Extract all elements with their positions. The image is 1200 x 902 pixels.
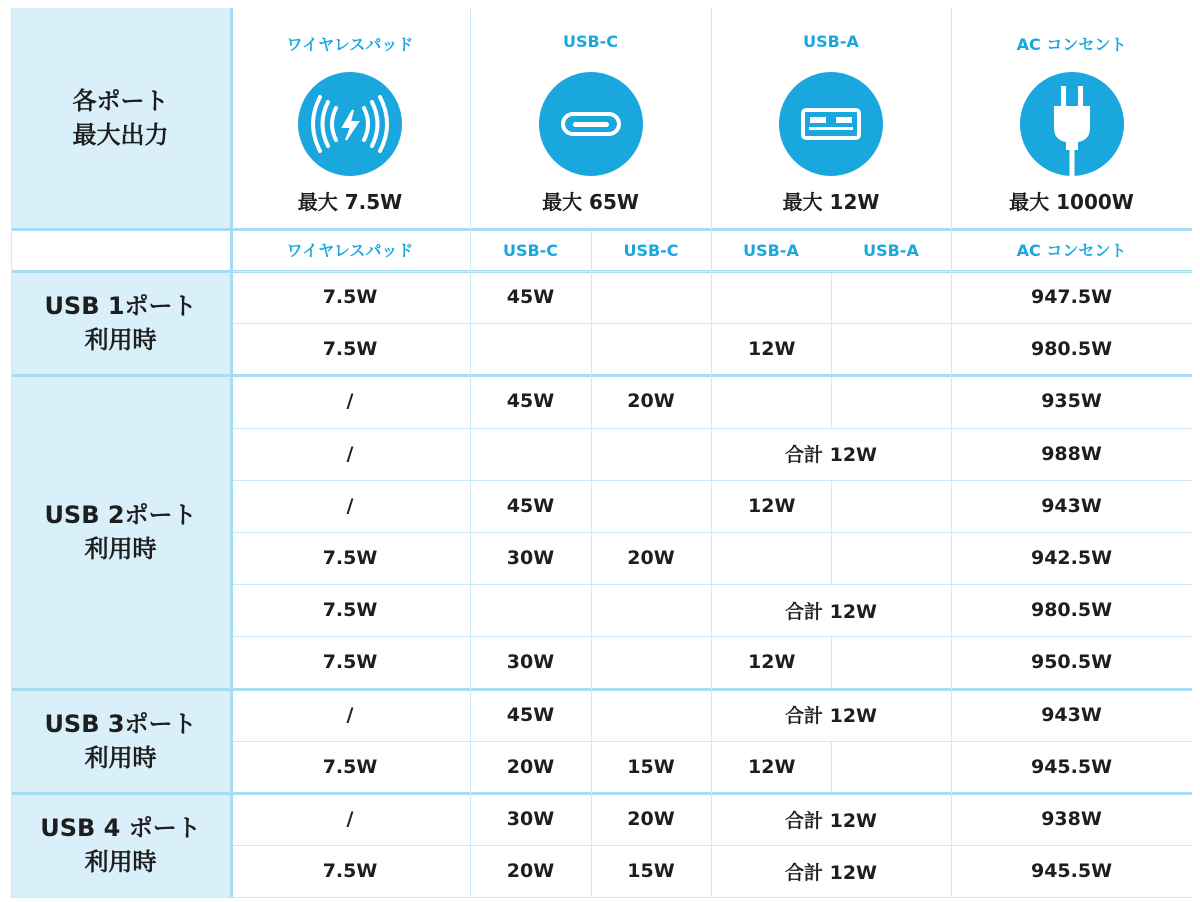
port-name: ワイヤレスパッド xyxy=(286,35,414,54)
usb-a-icon xyxy=(779,72,883,176)
ac-plug-icon xyxy=(1020,72,1124,176)
cell-ac: 980.5W xyxy=(1030,599,1113,622)
usb-a-split-line xyxy=(831,480,832,532)
cell-usb-a-total: 合計 12W xyxy=(784,809,877,832)
cell-usb-c-2: 20W xyxy=(627,808,675,831)
usb-a-split-line xyxy=(831,532,832,584)
usb-a-split-line xyxy=(831,271,832,323)
cell-wireless: / xyxy=(346,494,354,517)
cell-ac: 947.5W xyxy=(1030,286,1113,309)
cell-ac: 943W xyxy=(1041,494,1102,517)
port-header-3 xyxy=(711,8,951,228)
subcolumn-line xyxy=(591,231,592,897)
cell-wireless: 7.5W xyxy=(322,286,378,309)
port-header-4 xyxy=(951,8,1192,228)
column-line xyxy=(470,8,471,897)
subheader-cell: ワイヤレスパッド xyxy=(286,241,414,260)
group-label: USB 3ポート 利用時 xyxy=(11,689,230,793)
cell-usb-c-1: 45W xyxy=(506,390,555,413)
cell-wireless: / xyxy=(346,808,354,831)
cell-usb-c-2: 20W xyxy=(627,547,675,570)
cell-usb-c-1: 30W xyxy=(506,547,555,570)
usb-a-split-line xyxy=(831,741,832,793)
cell-ac: 943W xyxy=(1041,703,1102,726)
cell-wireless: 7.5W xyxy=(322,755,378,778)
cell-usb-c-1: 45W xyxy=(506,286,555,309)
column-line xyxy=(951,8,952,897)
subheader-cell: USB-A xyxy=(743,241,799,260)
port-name: AC コンセント xyxy=(1016,35,1127,54)
cell-wireless: 7.5W xyxy=(322,338,378,361)
cell-usb-c-1: 30W xyxy=(506,808,555,831)
cell-ac: 942.5W xyxy=(1030,547,1113,570)
cell-usb-c-2: 15W xyxy=(627,860,675,883)
usb-a-split-line xyxy=(831,636,832,688)
cell-usb-c-2: 15W xyxy=(627,755,675,778)
column-line xyxy=(711,8,712,897)
table-bottom-line xyxy=(11,897,1192,898)
group-label: USB 4 ポート 利用時 xyxy=(11,793,230,897)
port-name: USB-A xyxy=(803,32,859,51)
group-divider xyxy=(11,792,1192,795)
port-output-table xyxy=(11,8,1192,890)
cell-usb-c-1: 20W xyxy=(506,860,555,883)
port-max-output: 最大 12W xyxy=(782,190,880,214)
port-max-output: 最大 65W xyxy=(542,190,639,214)
port-max-output: 最大 1000W xyxy=(1009,190,1134,214)
subheader-cell: USB-A xyxy=(863,241,919,260)
cell-usb-c-1: 20W xyxy=(506,755,555,778)
cell-wireless: 7.5W xyxy=(322,547,378,570)
port-header-2 xyxy=(470,8,711,228)
cell-usb-a-1: 12W xyxy=(748,494,796,517)
cell-ac: 945.5W xyxy=(1030,755,1113,778)
group-divider xyxy=(11,688,1192,691)
cell-usb-a-total: 合計 12W xyxy=(784,600,877,623)
subheader-cell: USB-C xyxy=(623,241,679,260)
cell-wireless: 7.5W xyxy=(322,860,378,883)
cell-usb-a-1: 12W xyxy=(748,338,796,361)
group-label: USB 2ポート 利用時 xyxy=(11,375,230,688)
cell-ac: 980.5W xyxy=(1030,338,1113,361)
cell-ac: 950.5W xyxy=(1030,651,1113,674)
table-left-line xyxy=(11,8,12,897)
cell-usb-c-1: 45W xyxy=(506,494,555,517)
cell-ac: 935W xyxy=(1041,390,1102,413)
subheader-cell: AC コンセント xyxy=(1016,241,1127,260)
label-column-line xyxy=(230,8,233,897)
port-name: USB-C xyxy=(562,32,619,51)
cell-usb-c-1: 30W xyxy=(506,651,555,674)
usb-c-icon xyxy=(539,72,643,176)
cell-usb-c-2: 20W xyxy=(627,390,675,413)
port-header-1 xyxy=(230,8,470,228)
header-divider xyxy=(11,228,1192,231)
cell-ac: 938W xyxy=(1041,808,1102,831)
cell-usb-a-total: 合計 12W xyxy=(784,861,877,884)
cell-ac: 988W xyxy=(1041,442,1102,465)
cell-ac: 945.5W xyxy=(1030,860,1113,883)
cell-wireless: 7.5W xyxy=(322,651,378,674)
cell-wireless: / xyxy=(346,703,354,726)
usb-a-split-line xyxy=(831,375,832,427)
cell-wireless: / xyxy=(346,442,354,465)
cell-wireless: / xyxy=(346,390,354,413)
cell-usb-a-total: 合計 12W xyxy=(784,444,877,467)
cell-usb-c-1: 45W xyxy=(506,703,555,726)
subheader-cell: USB-C xyxy=(502,241,559,260)
group-label: USB 1ポート 利用時 xyxy=(11,271,230,375)
cell-usb-a-total: 合計 12W xyxy=(784,705,877,728)
port-max-output: 最大 7.5W xyxy=(297,190,403,214)
usb-a-split-line xyxy=(831,323,832,375)
header-row-label: 各ポート 最大出力 xyxy=(11,8,230,228)
group-divider xyxy=(11,374,1192,377)
cell-usb-a-1: 12W xyxy=(748,755,796,778)
cell-wireless: 7.5W xyxy=(322,599,378,622)
cell-usb-a-1: 12W xyxy=(748,651,796,674)
wireless-charging-icon xyxy=(298,72,402,176)
